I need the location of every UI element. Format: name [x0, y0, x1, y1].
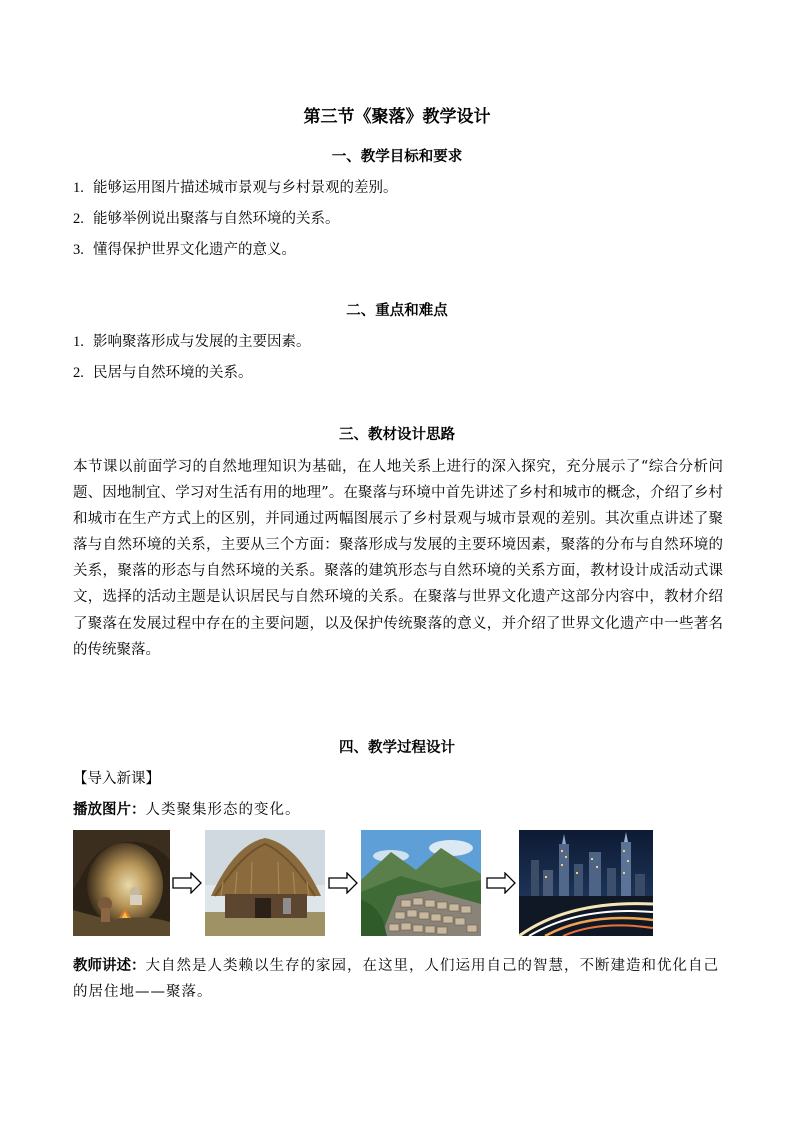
arrow-right-icon [485, 872, 517, 894]
list-text: 民居与自然环境的关系。 [93, 365, 253, 381]
list-item [73, 207, 340, 228]
section-heading-key-points: 二、重点和难点 [346, 302, 448, 319]
intro-label: 【导入新课】 [73, 771, 160, 787]
city-night-image [519, 830, 653, 936]
document-title: 第三节《聚落》教学设计 [303, 107, 491, 127]
thatched-hut-image [205, 830, 325, 936]
list-text: 能够运用图片描述城市景观与乡村景观的差别。 [93, 180, 398, 196]
mountain-village-image [361, 830, 481, 936]
section-heading-process: 四、教学过程设计 [339, 739, 455, 756]
list-text: 能够举例说出聚落与自然环境的关系。 [93, 211, 340, 227]
list-item [73, 361, 253, 382]
list-number: 3. [73, 242, 84, 258]
list-item [73, 330, 311, 351]
list-number: 1. [73, 180, 84, 196]
list-number: 1. [73, 334, 84, 350]
section-heading-design: 三、教材设计思路 [339, 426, 455, 443]
list-text: 影响聚落形成与发展的主要因素。 [93, 334, 311, 350]
cave-dwelling-image [73, 830, 170, 936]
play-label: 播放图片： [73, 801, 146, 818]
teacher-label: 教师讲述： [73, 957, 146, 974]
arrow-right-icon [327, 872, 359, 894]
play-line [73, 798, 301, 819]
list-item [73, 238, 296, 259]
list-text: 懂得保护世界文化遗产的意义。 [93, 242, 296, 258]
design-paragraph: 本节课以前面学习的自然地理知识为基础，在人地关系上进行的深入探究，充分展示了“综合分析问题、因地制宜、学习对生活有用的地理”。在聚落与环境中首先讲述了乡村和城市的概念，介绍了乡村和城市在生产方式上的区别，并同通过两幅图展示了乡村景观与城市景观的差别。其次重点讲述了聚落与自然环境的关系，主要从三个方面：聚落形成与发展的主要环境因素，聚落的分布与自然环境的关系，聚落的形态与自然环境的关系。聚落的建筑形态与自然环境的关系方面，教材设计成活动式课文，选择的活动主题是认识居民与自然环境的关系。在聚落与世界文化遗产这部分内容中，教材介绍了聚落在发展过程中存在的主要问题，以及保护传统聚落的意义，并介绍了世界文化遗产中一些著名的传统聚落。 [73, 459, 723, 658]
list-number: 2. [73, 211, 84, 227]
teacher-text: 大自然是人类赖以生存的家园，在这里，人们运用自己的智慧，不断建造和优化自己的居住地——聚落。 [73, 958, 719, 1000]
section-heading-goals: 一、教学目标和要求 [331, 148, 463, 165]
play-text: 人类聚集形态的变化。 [145, 802, 301, 818]
list-item [73, 176, 398, 197]
list-number: 2. [73, 365, 84, 381]
arrow-right-icon [171, 872, 203, 894]
teacher-speech [73, 953, 723, 1005]
